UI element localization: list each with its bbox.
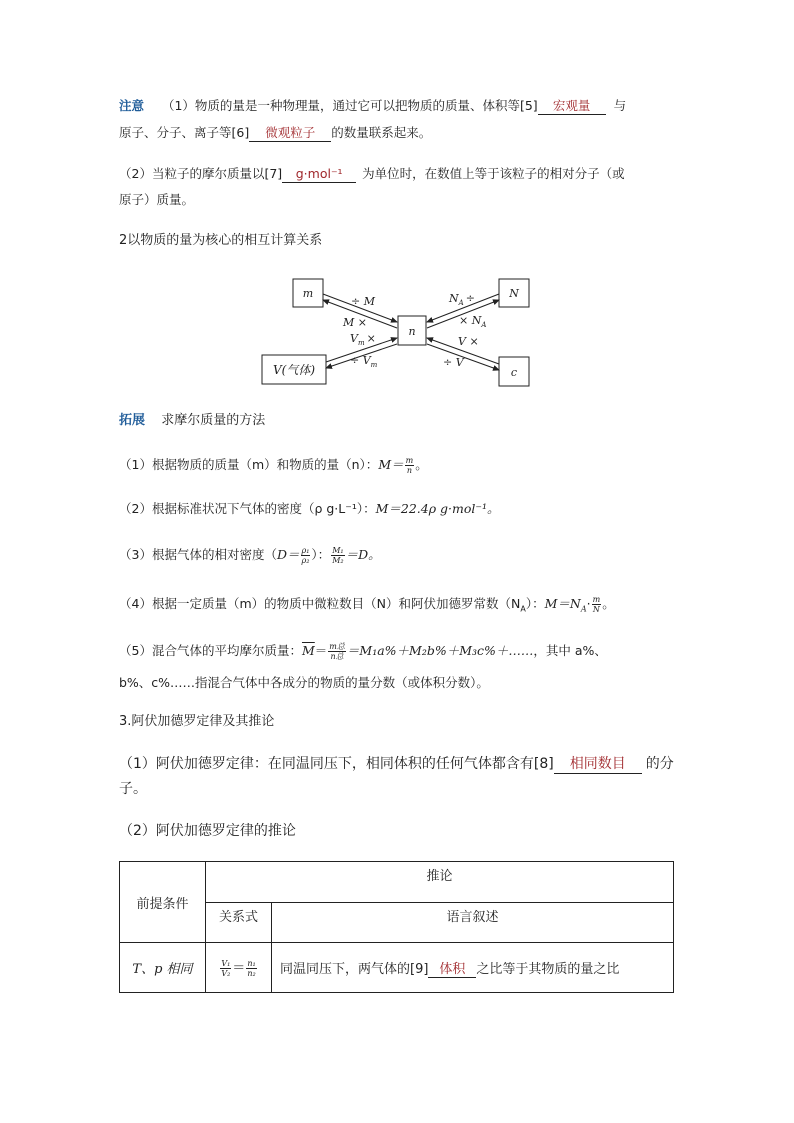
method-3-fraction-rho: $\frac{\text{ρ₁}}{\text{ρ₂}}$ <box>301 546 310 565</box>
method-5 <box>119 642 607 661</box>
row1-relation <box>206 943 272 993</box>
method-5-Mbar: $\overline{M}$ <box>301 643 315 658</box>
method-4-fraction: $\frac{m}{N}$ <box>592 595 601 614</box>
note-text-1b: 与 <box>613 98 627 113</box>
method-1 <box>119 456 428 475</box>
method-3-fraction-M: $\frac{\text{M₁}}{\text{M₂}}$ <box>332 546 344 565</box>
method-4-mid: ）： <box>525 596 545 611</box>
avogadro-law-line-2: 子。 <box>119 781 147 797</box>
label-V-gas: V(气体) <box>272 363 316 377</box>
note-text-2c: 原子）质量。 <box>119 192 195 207</box>
op-NA-div: $N_A$ ÷ <box>449 292 475 307</box>
method-3-mid: ）： <box>311 547 331 562</box>
note-text-2b: 为单位时，在数值上等于该粒子的相对分子（或 <box>362 166 625 181</box>
method-2-formula: M＝22.4ρ g·mol⁻¹。 <box>375 501 500 516</box>
note-text-2a: （2）当粒子的摩尔质量以[7] <box>119 166 283 181</box>
header-inference: 推论 <box>206 862 674 903</box>
method-3-D: D＝ <box>276 547 300 562</box>
note-text-1a: （1）物质的量是一种物理量，通过它可以把物质的质量、体积等[5] <box>161 98 538 113</box>
method-1-text: （1）根据物质的质量（m）和物质的量（n）： <box>119 457 379 472</box>
method-3-text: （3）根据气体的相对密度（ <box>119 547 277 562</box>
method-4 <box>119 595 615 618</box>
method-3 <box>119 546 381 565</box>
row1-text-b: 之比等于其物质的量之比 <box>476 961 620 977</box>
label-m: m <box>302 287 314 300</box>
method-4-end: 。 <box>602 596 615 611</box>
extension-heading <box>119 412 265 430</box>
method-2 <box>119 501 500 517</box>
row1-statement <box>272 943 674 993</box>
op-V-mul: V × <box>458 335 479 348</box>
note-label: 注意 <box>119 98 145 113</box>
row1-eq: ＝ <box>232 961 246 976</box>
header-statement: 语言叙述 <box>272 903 674 943</box>
note-line-3 <box>119 166 625 183</box>
header-relation: 关系式 <box>206 903 272 943</box>
op-div-Vm: ÷ $V_m$ <box>350 354 378 369</box>
section-3-title: 3.阿伏加德罗定律及其推论 <box>119 714 275 729</box>
method-4-sub: A <box>520 604 526 614</box>
avogadro-law-text-b: 的分 <box>645 756 674 772</box>
answer-blank-5: 宏观量 <box>538 98 606 115</box>
method-5-formula: ＝M₁a%＋M₂b%＋M₃c%＋…… <box>346 643 534 658</box>
avogadro-law-line-1 <box>119 755 674 774</box>
op-div-V: ÷ V <box>443 356 464 369</box>
method-5-fraction: $\frac{\text{m总}}{\text{n总}}$ <box>329 642 345 661</box>
op-mul-M: M × <box>343 316 367 329</box>
method-4-text: （4）根据一定质量（m）的物质中微粒数目（N）和阿伏加德罗常数（N <box>119 596 521 611</box>
method-3-end: ＝D。 <box>345 547 381 562</box>
extension-label: 拓展 <box>119 413 146 428</box>
method-5-tail: ，其中 a%、 <box>533 643 607 658</box>
answer-blank-7: g·mol⁻¹ <box>282 166 356 183</box>
row1-fraction-V: $\frac{\text{V₁}}{\text{V₂}}$ <box>221 959 231 978</box>
op-mul-NA: × $N_A$ <box>459 314 487 329</box>
label-n: n <box>408 325 416 338</box>
method-1-end: 。 <box>415 457 428 472</box>
corollary-table <box>119 861 674 993</box>
note-text-1d: 的数量联系起来。 <box>331 125 432 140</box>
note-text-1c: 原子、分子、离子等[6] <box>119 125 250 140</box>
note-line-4 <box>119 192 194 208</box>
method-1-fraction: $\frac{m}{n}$ <box>405 456 414 475</box>
note-line-1 <box>119 98 626 115</box>
method-5-line-2: b%、c%……指混合气体中各成分的物质的量分数（或体积分数）。 <box>119 675 489 690</box>
answer-blank-8: 相同数目 <box>554 755 642 774</box>
method-4-formula: M＝N <box>544 596 581 611</box>
method-4-formula-sub: A <box>580 604 587 614</box>
extension-title: 求摩尔质量的方法 <box>161 413 266 428</box>
answer-blank-9: 体积 <box>428 958 476 978</box>
answer-blank-6: 微观粒子 <box>249 125 331 142</box>
mole-relation-diagram <box>255 272 545 394</box>
header-premise: 前提条件 <box>120 862 206 943</box>
label-c: c <box>510 366 518 379</box>
method-2-text: （2）根据标准状况下气体的密度（ρ g·L⁻¹）： <box>119 501 376 516</box>
corollary-heading: （2）阿伏加德罗定律的推论 <box>119 823 296 839</box>
note-line-2 <box>119 125 431 142</box>
row1-fraction-n: $\frac{\text{n₁}}{\text{n₂}}$ <box>247 959 256 978</box>
op-Vm-mul: $V_m$ × <box>350 332 376 347</box>
label-N: N <box>509 287 519 300</box>
method-5-eq: ＝ <box>314 643 328 658</box>
method-4-dot: · <box>586 596 591 611</box>
row1-premise: T、p 相同 <box>120 943 206 993</box>
method-5-text: （5）混合气体的平均摩尔质量： <box>119 643 302 658</box>
section-2-title: 2以物质的量为核心的相互计算关系 <box>119 233 323 248</box>
avogadro-law-text: （1）阿伏加德罗定律：在同温同压下，相同体积的任何气体都含有[8] <box>119 756 554 772</box>
row1-text-a: 同温同压下，两气体的[9] <box>280 961 429 977</box>
op-div-M: ÷ M <box>351 295 375 308</box>
method-1-formula: M＝ <box>378 457 404 472</box>
